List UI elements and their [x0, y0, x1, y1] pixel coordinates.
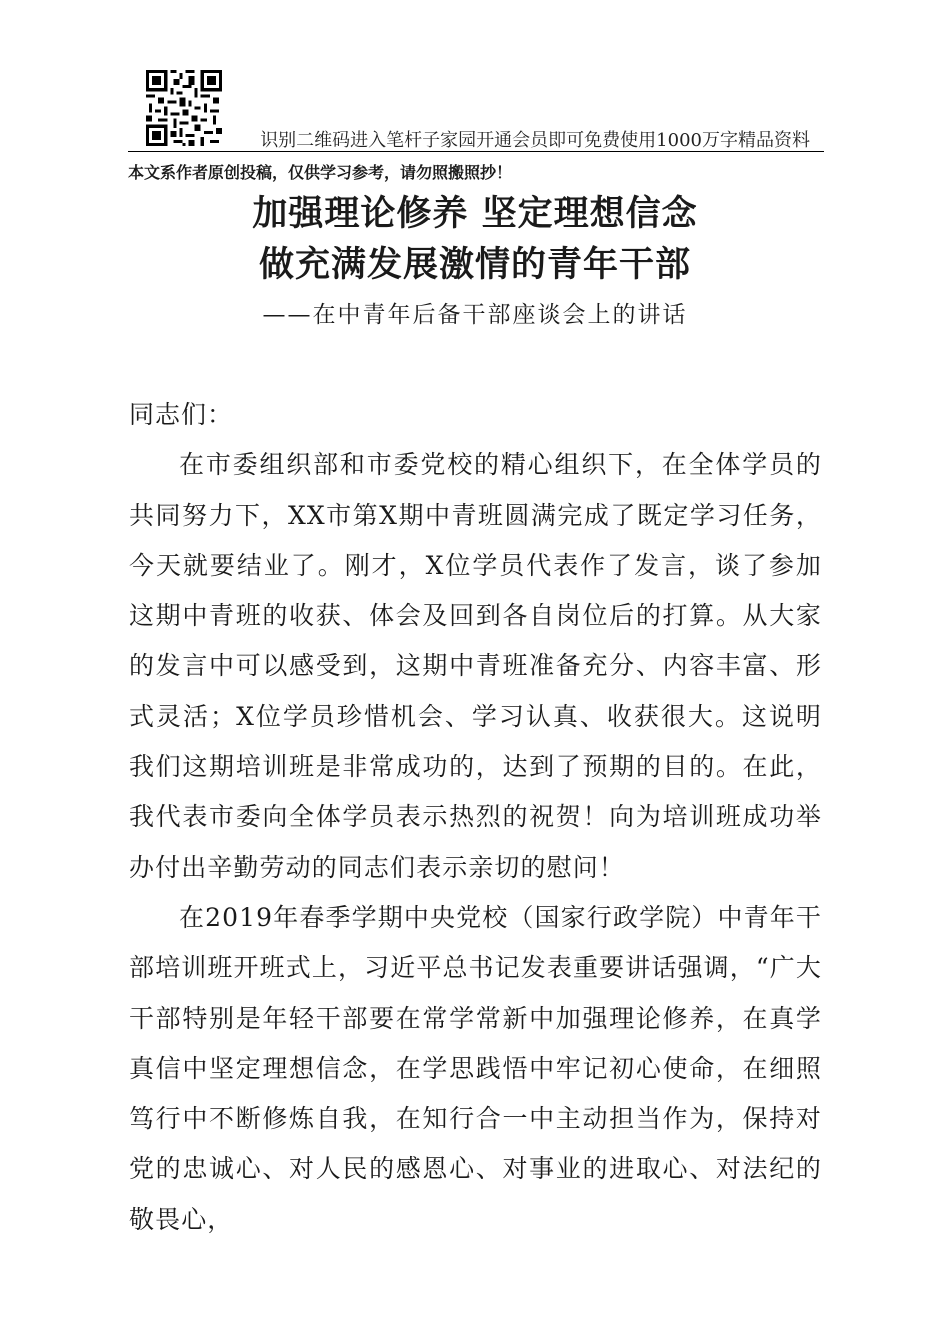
salutation: 同志们：: [129, 400, 234, 429]
body-paragraph: 在市委组织部和市委党校的精心组织下，在全体学员的共同努力下，XX市第X期中青班圆满完成了既定学习任务，今天就要结业了。刚才，X位学员代表作了发言，谈了参加这期中青班的收获、体会及回到各自岗位后的打算。从大家的发言中可以感受到，这期中青班准备充分、内容丰富、形式灵活；X位学员珍惜机会、学习认真、收获很大。这说明我们这期培训班是非常成功的，达到了预期的目的。在此，我代表市委向全体学员表示热烈的祝贺！向为培训班成功举办付出辛勤劳动的同志们表示亲切的慰问！: [129, 450, 822, 882]
document-subtitle: ——在中青年后备干部座谈会上的讲话: [262, 302, 688, 328]
qr-code-icon[interactable]: [146, 70, 222, 146]
document-body: [129, 390, 822, 1245]
header-divider: [128, 151, 824, 152]
document-title-line-2: 做充满发展激情的青年干部: [258, 244, 691, 285]
document-title-line-1: 加强理论修养 坚定理想信念: [252, 193, 698, 234]
membership-promo-text: 识别二维码进入笔杆子家园开通会员即可免费使用1000万字精品资料: [260, 130, 810, 151]
page-header: [128, 68, 824, 152]
copyright-notice: 本文系作者原创投稿，仅供学习参考，请勿照搬照抄！: [128, 163, 513, 182]
body-paragraph: 在2019年春季学期中央党校（国家行政学院）中青年干部培训班开班式上，习近平总书记发表重要讲话强调，“广大干部特别是年轻干部要在常学常新中加强理论修养，在真学真信中坚定理想信念，在学思践悟中牢记初心使命，在细照笃行中不断修炼自我，在知行合一中主动担当作为，保持对党的忠诚心、对人民的感恩心、对事业的进取心、对法纪的敬畏心，: [129, 902, 822, 1234]
